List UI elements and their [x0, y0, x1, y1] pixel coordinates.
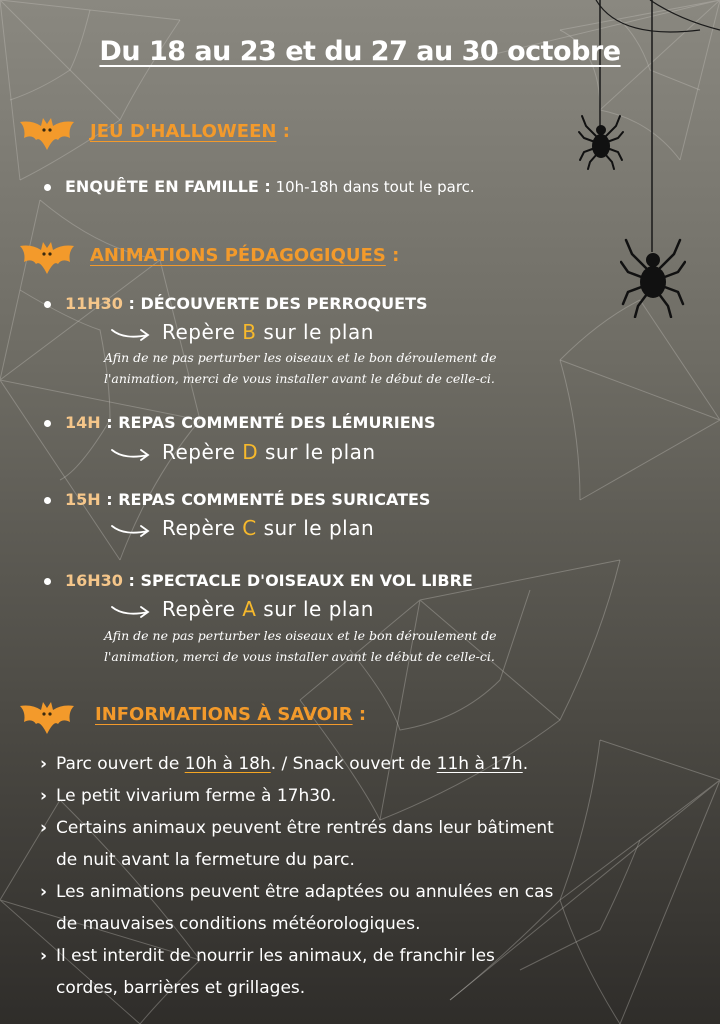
curved-arrow-icon: [110, 326, 152, 342]
section-heading-infos: INFORMATIONS À SAVOIR :: [95, 704, 367, 725]
bullet-dot: [44, 420, 51, 427]
animation-note: Afin de ne pas perturber les oiseaux et le bon déroulement de l'animation, merci de vous installer avant le début de celle-ci.: [104, 628, 497, 664]
info-item: › Le petit vivarium ferme à 17h30.: [40, 780, 710, 812]
chevron-right-icon: ›: [40, 946, 48, 966]
map-reference: Repère D sur le plan: [110, 440, 376, 464]
chevron-right-icon: ›: [40, 818, 48, 838]
info-item: › Il est interdit de nourrir les animaux, de franchir les cordes, barrières et grillages.: [40, 940, 710, 1004]
animation-item: 11H30 : DÉCOUVERTE DES PERROQUETS: [44, 294, 428, 313]
spider-icon: [578, 112, 624, 170]
page-title: Du 18 au 23 et du 27 au 30 octobre: [99, 36, 621, 67]
bullet-dot: [44, 497, 51, 504]
bat-icon: [18, 700, 76, 736]
info-item: › Certains animaux peuvent être rentrés dans leur bâtiment de nuit avant la fermeture du parc.: [40, 812, 710, 876]
map-reference: Repère C sur le plan: [110, 516, 374, 540]
info-item: › Parc ouvert de 10h à 18h. / Snack ouvert de 11h à 17h.: [40, 748, 710, 780]
curved-arrow-icon: [110, 446, 152, 462]
spider-icon: [620, 236, 686, 318]
bat-icon: [18, 116, 76, 152]
animation-item: 14H : REPAS COMMENTÉ DES LÉMURIENS: [44, 413, 436, 432]
chevron-right-icon: ›: [40, 754, 48, 774]
animation-note: Afin de ne pas perturber les oiseaux et le bon déroulement de l'animation, merci de vous installer avant le début de celle-ci.: [104, 350, 497, 386]
bullet-dot: [44, 184, 51, 191]
chevron-right-icon: ›: [40, 786, 48, 806]
curved-arrow-icon: [110, 603, 152, 619]
section-heading-halloween: JEU D'HALLOWEEN :: [90, 121, 290, 142]
animation-item: 16H30 : SPECTACLE D'OISEAUX EN VOL LIBRE: [44, 571, 473, 590]
curved-arrow-icon: [110, 522, 152, 538]
animation-item: 15H : REPAS COMMENTÉ DES SURICATES: [44, 490, 430, 509]
map-reference: Repère A sur le plan: [110, 597, 374, 621]
bat-icon: [18, 240, 76, 276]
info-list: [40, 748, 710, 1004]
info-item: › Les animations peuvent être adaptées ou annulées en cas de mauvaises conditions météorologiques.: [40, 876, 710, 940]
bullet-dot: [44, 301, 51, 308]
bullet-dot: [44, 578, 51, 585]
chevron-right-icon: ›: [40, 882, 48, 902]
list-item: ENQUÊTE EN FAMILLE : 10h-18h dans tout le parc.: [44, 177, 475, 196]
map-reference: Repère B sur le plan: [110, 320, 374, 344]
section-heading-animations: ANIMATIONS PÉDAGOGIQUES :: [90, 245, 400, 266]
